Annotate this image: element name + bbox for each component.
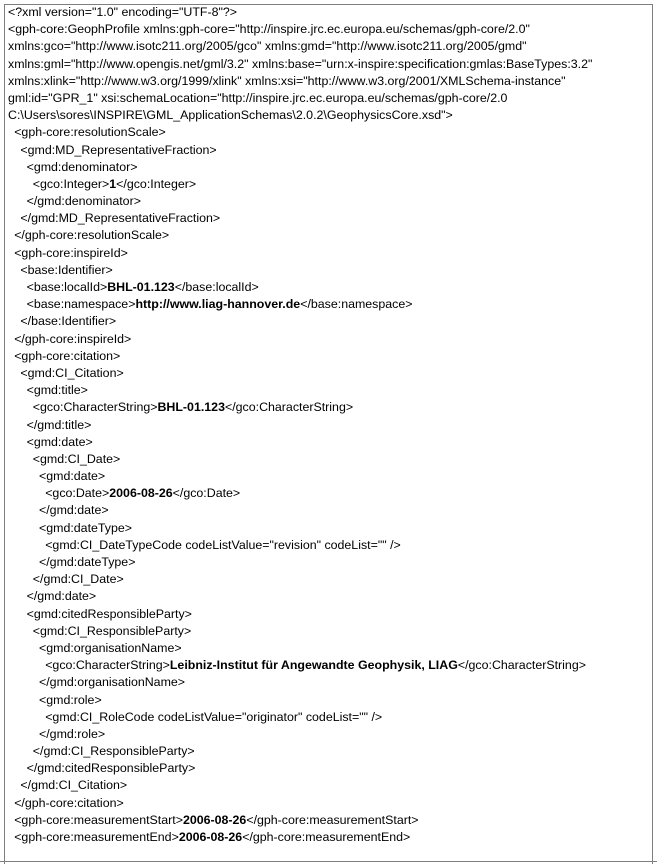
xml-line-text: <gmd:date> — [39, 469, 106, 484]
xml-close-tag: </gph-core:measurementStart> — [246, 812, 419, 827]
xml-line-text: </gmd:denominator> — [26, 194, 141, 209]
xml-line — [4, 657, 592, 674]
xml-line — [4, 245, 592, 262]
xml-line-text: C:\Users\sores\INSPIRE\GML_ApplicationSchemas\2.0.2\GeophysicsCore.xsd"> — [8, 108, 453, 123]
xml-line — [4, 124, 592, 141]
xml-line — [4, 382, 592, 399]
xml-line-text: <gmd:CI_Date> — [32, 451, 121, 466]
xml-open-tag: <gco:Integer> — [32, 176, 110, 191]
xml-value: http://www.liag-hannover.de — [135, 297, 301, 312]
xml-close-tag: </gco:CharacterString> — [457, 658, 586, 673]
xml-line-text: <gph-core:GeophProfile xmlns:gph-core="http://inspire.jrc.ec.europa.eu/schemas/gph-core/2.0" — [8, 22, 530, 37]
xml-close-tag: </gco:Integer> — [116, 176, 197, 191]
xml-line — [4, 313, 592, 330]
xml-line — [4, 743, 592, 760]
xml-line — [4, 90, 592, 107]
xml-line-text: </gmd:title> — [26, 417, 92, 432]
xml-line-text: </gph-core:citation> — [14, 795, 124, 810]
xml-line — [4, 485, 592, 502]
xml-line — [4, 399, 592, 416]
xml-line — [4, 4, 592, 21]
xml-line-text: </base:Identifier> — [20, 314, 117, 329]
xml-line — [4, 829, 592, 846]
xml-line-text: <base:Identifier> — [20, 262, 113, 277]
xml-close-tag: </gco:Date> — [172, 486, 241, 501]
xml-open-tag: <gco:Date> — [45, 486, 110, 501]
xml-line — [4, 176, 592, 193]
xml-line-text: xmlns:xlink="http://www.w3.org/1999/xlink" xmlns:xsi="http://www.w3.org/2001/XMLSchema-instance" — [8, 73, 566, 88]
xml-line — [4, 210, 592, 227]
xml-line-text: </gmd:CI_ResponsibleParty> — [32, 744, 195, 759]
xml-line-text: </gmd:dateType> — [39, 555, 136, 569]
xml-line-text: </gmd:MD_RepresentativeFraction> — [20, 211, 221, 226]
xml-line — [4, 279, 592, 296]
xml-line — [4, 417, 592, 434]
xml-line — [4, 331, 592, 348]
xml-line — [4, 520, 592, 537]
xml-line-text: </gmd:role> — [39, 726, 106, 741]
xml-line-text: <gmd:title> — [26, 383, 88, 398]
xml-line-text: xmlns:gml="http://www.opengis.net/gml/3.2" xmlns:base="urn:x-inspire:specification:gmlas:BaseTypes:3.2" — [8, 56, 593, 71]
xml-line — [4, 812, 592, 829]
xml-value: 2006-08-26 — [109, 486, 173, 501]
xml-line — [4, 709, 592, 726]
xml-close-tag: </gph-core:measurementEnd> — [242, 830, 411, 844]
xml-line-text: </gmd:CI_Date> — [32, 572, 124, 587]
xml-line — [4, 554, 592, 571]
xml-line-text: </gmd:citedResponsibleParty> — [26, 761, 196, 776]
xml-close-tag: </gco:CharacterString> — [224, 400, 354, 415]
xml-line-text: <gph-core:citation> — [14, 348, 121, 363]
xml-line — [4, 227, 592, 244]
xml-line — [4, 73, 592, 90]
xml-line-text: </gph-core:inspireId> — [14, 331, 132, 346]
page-divider — [0, 861, 657, 862]
xml-line-text: <gmd:dateType> — [39, 520, 132, 535]
xml-value: BHL-01.123 — [157, 400, 225, 415]
xml-line — [4, 692, 592, 709]
xml-line-text: </gmd:date> — [26, 589, 97, 604]
xml-line-text: </gmd:date> — [39, 503, 109, 518]
xml-line — [4, 468, 592, 485]
xml-line-text: <gmd:date> — [26, 434, 93, 449]
xml-open-tag: <gco:CharacterString> — [45, 658, 170, 673]
xml-value: 2006-08-26 — [178, 830, 243, 844]
xml-line — [4, 623, 592, 640]
xml-line-text: <?xml version="1.0" encoding="UTF-8"?> — [8, 5, 238, 19]
xml-line — [4, 726, 592, 743]
xml-value: 2006-08-26 — [182, 812, 247, 827]
xml-value: 1 — [109, 176, 117, 191]
xml-line-text: <gmd:organisationName> — [39, 640, 182, 655]
xml-open-tag: <gph-core:measurementEnd> — [14, 830, 179, 844]
xml-line — [4, 795, 592, 812]
xml-line — [4, 606, 592, 623]
xml-close-tag: </base:namespace> — [300, 297, 413, 312]
xml-line — [4, 571, 592, 588]
xml-line — [4, 107, 592, 124]
xml-line — [4, 193, 592, 210]
xml-open-tag: <gco:CharacterString> — [32, 400, 158, 415]
xml-line — [4, 56, 592, 73]
xml-line — [4, 640, 592, 657]
xml-line — [4, 348, 592, 365]
xml-line-text: </gph-core:resolutionScale> — [14, 228, 170, 243]
xml-line-text: <gmd:CI_RoleCode codeListValue="originator" codeList="" /> — [45, 709, 383, 724]
xml-line — [4, 588, 592, 605]
xml-line — [4, 451, 592, 468]
xml-line — [4, 159, 592, 176]
xml-line — [4, 142, 592, 159]
xml-line-text: <gmd:citedResponsibleParty> — [26, 606, 192, 621]
xml-line-text: <gmd:CI_ResponsibleParty> — [32, 623, 192, 638]
xml-value: BHL-01.123 — [107, 280, 175, 294]
xml-line-text: <gph-core:resolutionScale> — [14, 125, 166, 140]
xml-close-tag: </base:localId> — [174, 280, 259, 294]
xml-line — [4, 365, 592, 382]
xml-line-text: <gmd:MD_RepresentativeFraction> — [20, 142, 217, 157]
xml-line — [4, 502, 592, 519]
xml-line-text: <gph-core:inspireId> — [14, 245, 128, 260]
xml-line-text: <gmd:CI_Citation> — [20, 365, 124, 380]
xml-line-text: <gmd:denominator> — [26, 159, 138, 174]
xml-line — [4, 760, 592, 777]
xml-line — [4, 434, 592, 451]
xml-line — [4, 537, 592, 554]
xml-line-text: </gmd:CI_Citation> — [20, 778, 128, 793]
xml-line-text: <gmd:role> — [39, 692, 102, 707]
xml-line-text: gml:id="GPR_1" xsi:schemaLocation="http://inspire.jrc.ec.europa.eu/schemas/gph-core/2.0 — [8, 90, 508, 105]
xml-value: Leibniz-Institut für Angewandte Geophysik, LIAG — [169, 658, 458, 673]
xml-code-lines — [4, 4, 592, 846]
xml-line — [4, 262, 592, 279]
xml-line — [4, 296, 592, 313]
xml-open-tag: <base:localId> — [26, 280, 108, 294]
xml-open-tag: <base:namespace> — [26, 297, 136, 312]
xml-line-text: </gmd:organisationName> — [39, 675, 186, 690]
xml-line — [4, 38, 592, 55]
xml-line-text: <gmd:CI_DateTypeCode codeListValue="revision" codeList="" /> — [45, 537, 401, 552]
xml-line — [4, 674, 592, 691]
xml-open-tag: <gph-core:measurementStart> — [14, 812, 183, 827]
xml-line — [4, 777, 592, 794]
xml-line — [4, 21, 592, 38]
xml-line-text: xmlns:gco="http://www.isotc211.org/2005/gco" xmlns:gmd="http://www.isotc211.org/2005/gmd" — [8, 39, 527, 54]
